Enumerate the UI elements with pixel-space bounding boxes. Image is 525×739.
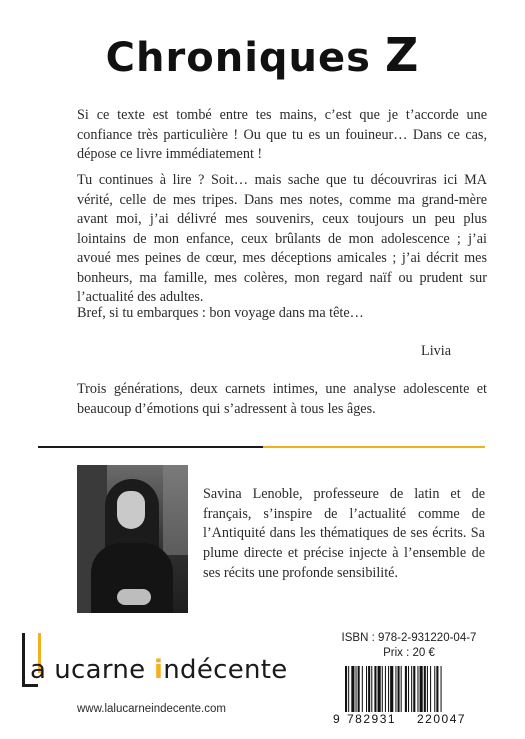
logo-ndecente: ndécente (163, 655, 288, 685)
intro-paragraph: Si ce texte est tombé entre tes mains, c’est que je t’accorde une confiance très particulière ! Ou que tu es un fouineur… Dans ce cas, dépose ce livre immédiatement ! (77, 107, 487, 162)
logo-bracket (22, 633, 25, 685)
book-title (0, 28, 525, 82)
publisher-url[interactable]: www.lalucarneindecente.com (77, 703, 226, 715)
barcode-bar (378, 666, 381, 712)
barcode-bar (436, 666, 438, 712)
logo-a: a (30, 655, 47, 685)
barcode-bar (434, 666, 435, 712)
barcode-bar (362, 666, 363, 712)
barcode-bar (401, 666, 402, 712)
barcode-bar (413, 666, 415, 712)
barcode-bar (385, 666, 386, 712)
barcode-bar (371, 666, 372, 712)
logo-i: i (154, 655, 164, 685)
author-bio: Savina Lenoble, professeure de latin et de français, s’inspire de l’actualité comme de l’Antiquité dans les thématiques de ses écrits. Sa plume directe et précise injecte à l’ensemble de ses récits une profonde sensibilité. (203, 486, 485, 581)
barcode-first-digit: 9 (333, 712, 340, 726)
barcode-right-digits: 220047 (417, 712, 467, 726)
barcode-bar (424, 666, 426, 712)
barcode-bar (411, 666, 412, 712)
barcode-bar (405, 666, 407, 712)
barcode-bar (427, 666, 428, 712)
barcode-bar (420, 666, 423, 712)
divider-dark (38, 446, 263, 448)
summary-paragraph: Trois générations, deux carnets intimes, une analyse adolescente et beaucoup d’émotions qui s’adressent à tous les âges. (77, 381, 487, 417)
barcode-bar (345, 666, 347, 712)
barcode-bar (356, 666, 357, 712)
body-paragraph: Tu continues à lire ? Soit… mais sache que tu découvriras ici MA vérité, celle de mes tripes. Dans mes notes, comme ma grand-mère avant moi, j’ai délivré mes souvenirs, ceux toujours un peu plus lointains de mon enfance, ceux brûlants de mon adolescence ; j’ai avoué mes peines de cœur, mes déceptions amicales ; j’ai décrit mes bonheurs, ma famille, mes colères, mon regard naïf ou prudent sur l’actualité des adultes. (77, 172, 487, 305)
publisher-logo (30, 655, 288, 685)
closing-paragraph: Bref, si tu embarques : bon voyage dans ma tête… (77, 305, 364, 321)
barcode-bar (441, 666, 442, 712)
barcode-bar (388, 666, 389, 712)
author-photo (77, 465, 188, 613)
barcode-bar (390, 666, 393, 712)
barcode-bar (417, 666, 418, 712)
signature: Livia (421, 343, 451, 359)
barcode-bar (374, 666, 376, 712)
isbn-block (334, 631, 484, 661)
barcode-bar (368, 666, 370, 712)
barcode-bar (398, 666, 400, 712)
title-main: Chroniques (105, 35, 371, 81)
barcode-bar (348, 666, 349, 712)
barcode (333, 666, 485, 712)
barcode-bar (351, 666, 354, 712)
title-letter: Z (384, 28, 420, 82)
barcode-bar (408, 666, 409, 712)
price-text: Prix : 20 € (383, 647, 435, 659)
isbn-text: ISBN : 978-2-931220-04-7 (341, 632, 477, 644)
barcode-left-digits: 782931 (347, 712, 397, 726)
barcode-bar (395, 666, 396, 712)
barcode-bar (366, 666, 367, 712)
divider-gold (263, 446, 485, 448)
barcode-bar (430, 666, 431, 712)
barcode-bar (358, 666, 360, 712)
logo-ucarne: ucarne (54, 655, 146, 685)
barcode-bar (382, 666, 383, 712)
